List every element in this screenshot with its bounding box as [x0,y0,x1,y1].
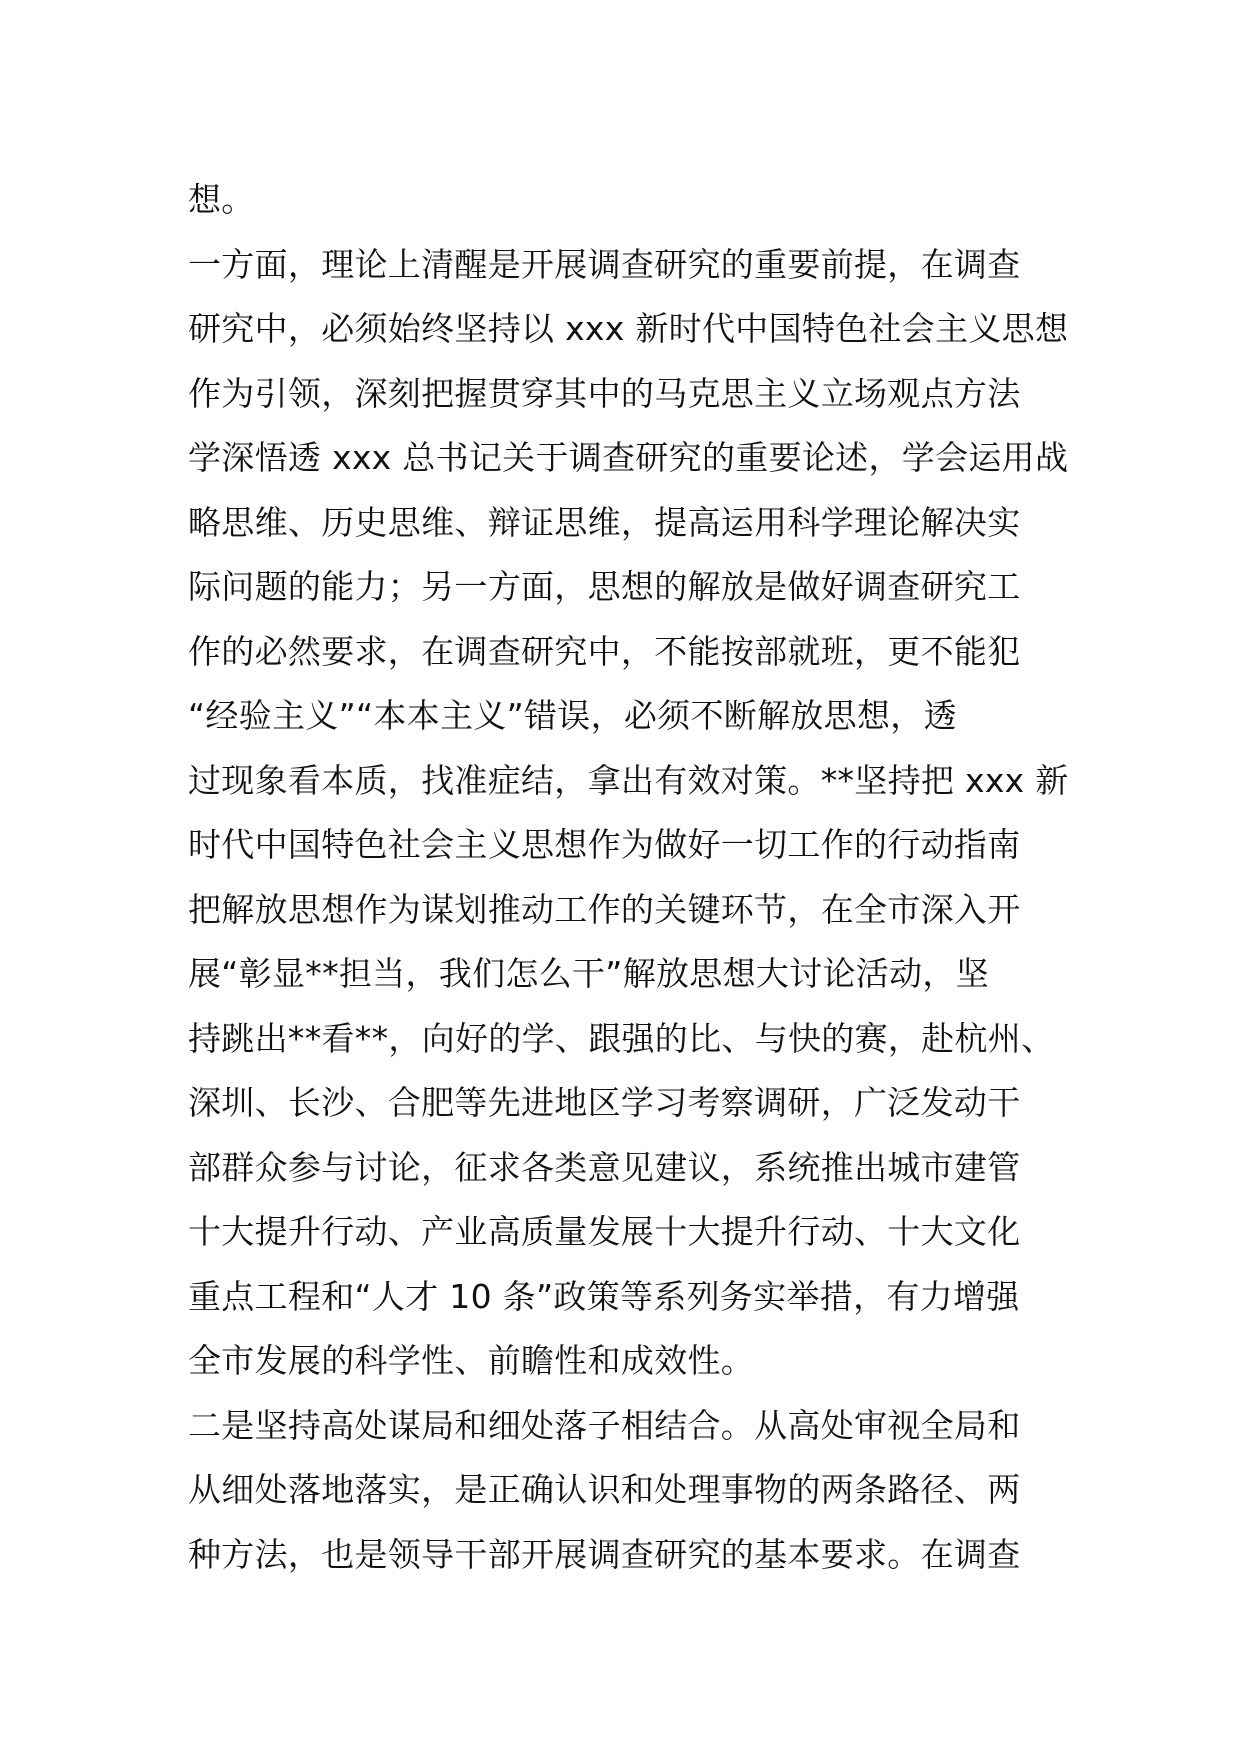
text-line: 十大提升行动、产业高质量发展十大提升行动、十大文化 [188,1212,1021,1251]
text-line: 研究中，必须始终坚持以 xxx 新时代中国特色社会主义思想 [188,309,1069,348]
text-line: 略思维、历史思维、辩证思维，提高运用科学理论解决实 [188,502,1021,542]
text-line: 学深悟透 xxx 总书记关于调查研究的重要论述，学会运用战 [188,438,1069,477]
text-line: 从细处落地落实，是正确认识和处理事物的两条路径、两 [188,1470,1021,1509]
text-line: 展“彰显**担当，我们怎么干”解放思想大讨论活动，坚 [188,954,989,993]
text-line: 重点工程和“人才 10 条”政策等系列务实举措，有力增强 [188,1276,1020,1316]
text-line: 种方法，也是领导干部开展调查研究的基本要求。在调查 [188,1534,1021,1574]
text-line: 深圳、长沙、合肥等先进地区学习考察调研，广泛发动干 [188,1083,1021,1122]
text-line: 全市发展的科学性、前瞻性和成效性。 [188,1341,755,1380]
text-line: 一方面，理论上清醒是开展调查研究的重要前提，在调查 [188,244,1021,284]
text-line: 持跳出**看**，向好的学、跟强的比、与快的赛，赴杭州、 [188,1018,1055,1058]
body-text [188,168,1068,1587]
text-line: 作的必然要求，在调查研究中，不能按部就班，更不能犯 [188,631,1021,671]
text-line: 二是坚持高处谋局和细处落子相结合。从高处审视全局和 [188,1405,1021,1445]
text-line: 作为引领，深刻把握贯穿其中的马克思主义立场观点方法 [188,373,1021,413]
text-line: “经验主义”“本本主义”错误，必须不断解放思想，透 [188,696,957,735]
text-line: 部群众参与讨论，征求各类意见建议，系统推出城市建管 [188,1147,1021,1187]
text-line: 想。 [188,180,255,219]
text-line: 时代中国特色社会主义思想作为做好一切工作的行动指南 [188,825,1021,864]
text-line: 际问题的能力；另一方面，思想的解放是做好调查研究工 [188,567,1021,606]
text-line: 把解放思想作为谋划推动工作的关键环节，在全市深入开 [188,889,1021,929]
text-line: 过现象看本质，找准症结，拿出有效对策。**坚持把 xxx 新 [188,760,1069,800]
